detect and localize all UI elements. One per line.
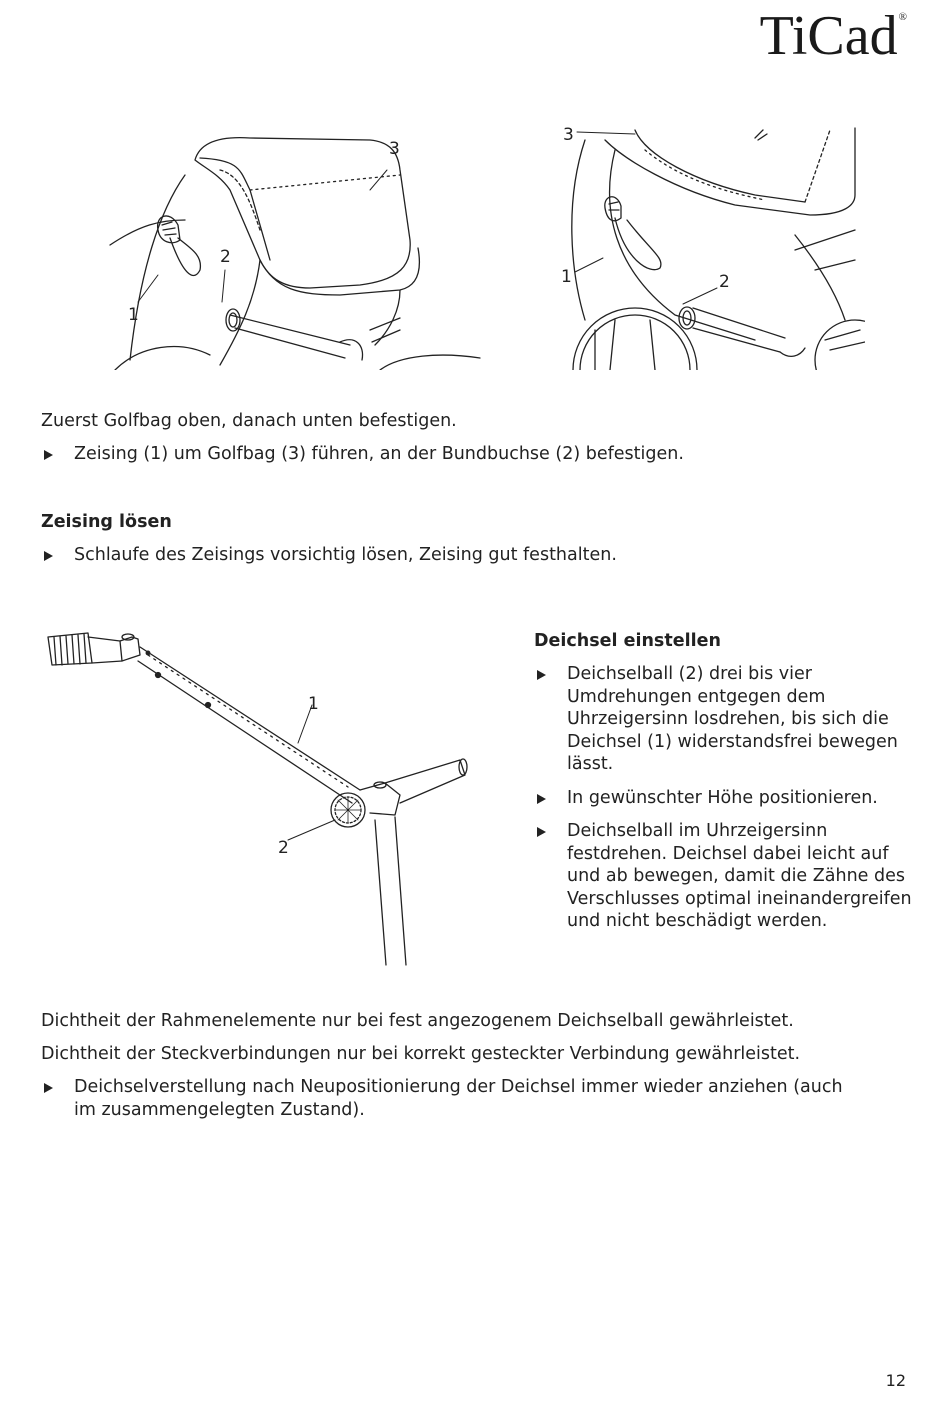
handle-bullet-text: In gewünschter Höhe positionieren.	[567, 788, 878, 808]
seal-bullet	[44, 1076, 844, 1121]
callout-2: 2	[719, 272, 730, 292]
brand-logo-text: TiCad	[759, 5, 898, 67]
seal-line-2: Dichtheit der Steckverbindungen nur bei korrekt gesteckter Verbindung gewährleistet.	[41, 1044, 801, 1064]
callout-2: 2	[220, 247, 231, 267]
bullet-arrow-icon	[537, 827, 546, 837]
callout-3: 3	[389, 139, 400, 159]
bullet-arrow-icon	[537, 794, 546, 804]
attach-bullet-text: Zeising (1) um Golfbag (3) führen, an der Bundbuchse (2) befestigen.	[74, 444, 684, 464]
bullet-arrow-icon	[537, 670, 546, 680]
callout-2: 2	[278, 838, 289, 858]
bullet-arrow-icon	[44, 1083, 53, 1093]
figure-golfbag-strap-left	[100, 130, 485, 370]
release-bullet	[44, 544, 904, 567]
handle-bullet-3	[537, 820, 915, 933]
brand-logo	[759, 5, 907, 67]
bullet-arrow-icon	[44, 551, 53, 561]
bullet-arrow-icon	[44, 450, 53, 460]
seal-line-1: Dichtheit der Rahmenelemente nur bei fest angezogenem Deichselball gewährleistet.	[41, 1011, 794, 1031]
handle-heading: Deichsel einstellen	[534, 631, 721, 651]
handle-bullet-1	[537, 663, 915, 776]
callout-1: 1	[561, 267, 572, 287]
callout-3: 3	[563, 125, 574, 145]
registered-mark: ®	[898, 11, 907, 23]
page-number: 12	[885, 1371, 906, 1390]
handle-bullet-text: Deichselball im Uhrzeigersinn festdrehen. Deichsel dabei leicht auf und ab bewegen, damit die Zähne des Verschlusses optimal ineinandergreifen und nicht beschädigt werden.	[567, 821, 912, 931]
figure-handle-adjust	[40, 625, 480, 970]
callout-1: 1	[308, 694, 319, 714]
handle-bullet-2	[537, 787, 915, 810]
release-heading: Zeising lösen	[41, 512, 172, 532]
callout-1: 1	[128, 305, 139, 325]
attach-intro: Zuerst Golfbag oben, danach unten befestigen.	[41, 411, 457, 431]
attach-bullet	[44, 443, 904, 466]
seal-bullet-text: Deichselverstellung nach Neupositionierung der Deichsel immer wieder anziehen (auch im zusammengelegten Zustand).	[74, 1077, 843, 1120]
release-bullet-text: Schlaufe des Zeisings vorsichtig lösen, Zeising gut festhalten.	[74, 545, 617, 565]
figure-golfbag-strap-right	[555, 120, 865, 370]
handle-bullet-text: Deichselball (2) drei bis vier Umdrehungen entgegen dem Uhrzeigersinn losdrehen, bis sich die Deichsel (1) widerstandsfrei bewegen lässt.	[567, 664, 898, 774]
